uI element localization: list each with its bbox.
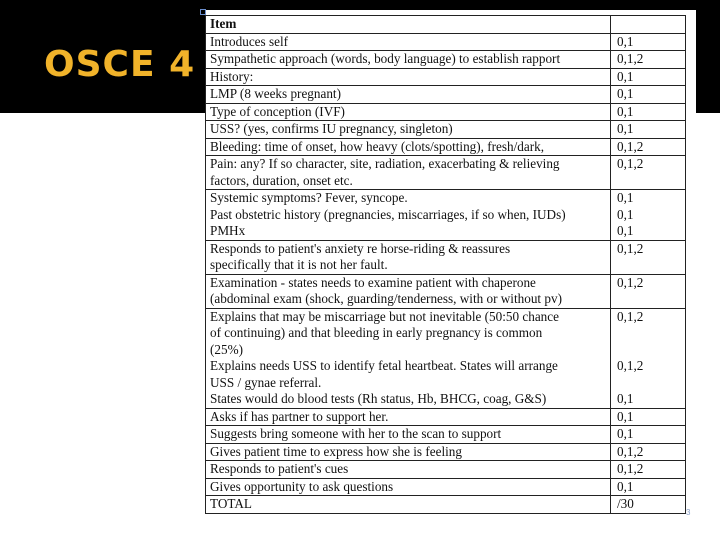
item-cell [206,103,611,121]
score-cell [611,86,686,104]
item-cell [206,190,611,241]
score-cell [611,496,686,514]
score-text: 0,1 [617,223,634,238]
item-cell [206,121,611,139]
item-text: Asks if has partner to support her. [210,408,389,424]
score-cell [611,308,686,408]
table-row [206,478,686,496]
item-text: Bleeding: time of onset, how heavy (clots/spotting), fresh/dark, [210,138,545,154]
item-text: Sympathetic approach (words, body language) to establish rapport [210,51,561,66]
item-cell [206,478,611,496]
item-cell [206,156,611,190]
table-row [206,190,686,241]
score-text: 0,1,2 [617,240,644,256]
table-row [206,86,686,104]
item-text: Responds to patient's anxiety re horse-riding & reassures [210,240,511,256]
score-cell [611,426,686,444]
table-row [206,443,686,461]
item-text: TOTAL [210,496,252,511]
score-cell [611,478,686,496]
item-cell [206,443,611,461]
score-text: /30 [617,496,634,511]
table-header-row [206,16,686,34]
table-row [206,138,686,156]
item-text: specifically that it is not her fault. [210,257,388,272]
item-text: States would do blood tests (Rh status, Hb, BHCG, coag, G&S) [210,391,547,406]
score-text: 0,1,2 [617,443,644,459]
score-cell [611,443,686,461]
score-text: 0,1 [617,408,634,424]
score-text: 0,1 [617,478,634,494]
item-text: History: [210,68,254,84]
score-text: 0,1,2 [617,274,644,290]
table-row [206,121,686,139]
item-cell [206,461,611,479]
table-row [206,68,686,86]
item-cell [206,68,611,86]
table-row [206,308,686,408]
item-cell [206,138,611,156]
score-text [617,375,685,392]
score-text: 0,1 [617,391,634,406]
item-text: Pain: any? If so character, site, radiation, exacerbating & relieving [210,156,560,171]
item-text: Explains needs USS to identify fetal heartbeat. States will arrange [210,358,558,373]
item-text: Gives opportunity to ask questions [210,478,394,494]
score-cell [611,33,686,51]
score-cell [611,51,686,69]
score-text: 0,1 [617,86,634,101]
item-text: factors, duration, onset etc. [210,172,353,188]
item-text: Responds to patient's cues [210,461,349,476]
item-text: PMHx [210,223,246,238]
table-row [206,240,686,274]
item-text: USS? (yes, confirms IU pregnancy, singleton) [210,121,453,136]
score-text: 0,1 [617,103,634,119]
score-cell [611,121,686,139]
item-text: USS / gynae referral. [210,374,322,390]
score-text: 0,1,2 [617,308,644,324]
score-cell [611,138,686,156]
slide-title: OSCE 4 [44,44,196,85]
column-header-item: Item [206,16,611,34]
score-cell [611,461,686,479]
item-text: Explains that may be miscarriage but not inevitable (50:50 chance [210,308,559,324]
item-cell [206,274,611,308]
item-text: (abdominal exam (shock, guarding/tenderness, with or without pv) [210,291,562,306]
score-text: 0,1 [617,121,634,136]
item-text: LMP (8 weeks pregnant) [210,86,341,101]
table-row [206,51,686,69]
table-row [206,426,686,444]
score-cell [611,408,686,426]
score-text: 0,1,2 [617,461,644,476]
item-text: Past obstetric history (pregnancies, miscarriages, if so when, IUDs) [210,206,566,222]
table-row [206,103,686,121]
item-text: of continuing) and that bleeding in early pregnancy is common [210,325,543,340]
item-cell [206,426,611,444]
score-cell [611,274,686,308]
osce-marking-table [205,15,686,514]
table-row [206,33,686,51]
table-row [206,496,686,514]
score-text: 0,1 [617,190,634,205]
score-cell [611,68,686,86]
item-cell [206,496,611,514]
scanned-checklist [205,10,696,509]
item-text: (25%) [210,341,243,357]
score-text: 0,1 [617,68,634,84]
score-text: 0,1,2 [617,51,644,66]
item-cell [206,308,611,408]
table-row [206,274,686,308]
table-row [206,156,686,190]
item-text: Suggests bring someone with her to the scan to support [210,426,502,441]
table-row [206,461,686,479]
item-text: Introduces self [210,33,288,49]
table-row [206,408,686,426]
item-text: Systemic symptoms? Fever, syncope. [210,190,408,205]
score-text: 0,1 [617,33,634,49]
score-cell [611,240,686,274]
item-text: Type of conception (IVF) [210,103,345,119]
item-cell [206,51,611,69]
score-text: 0,1,2 [617,156,644,171]
score-cell [611,156,686,190]
item-cell [206,33,611,51]
score-cell [611,190,686,241]
item-text: Gives patient time to express how she is feeling [210,443,462,459]
item-cell [206,86,611,104]
item-cell [206,408,611,426]
score-text: 0,1 [617,426,634,441]
score-text: 0,1,2 [617,358,644,373]
score-text: 0,1,2 [617,138,644,154]
item-text: Examination - states needs to examine patient with chaperone [210,274,536,290]
item-cell [206,240,611,274]
score-text: 0,1 [617,206,634,222]
score-text [617,325,685,342]
page-number: 3 [686,508,691,517]
selection-handle [200,9,206,15]
score-cell [611,103,686,121]
score-text [617,342,685,359]
column-header-score [611,16,686,34]
